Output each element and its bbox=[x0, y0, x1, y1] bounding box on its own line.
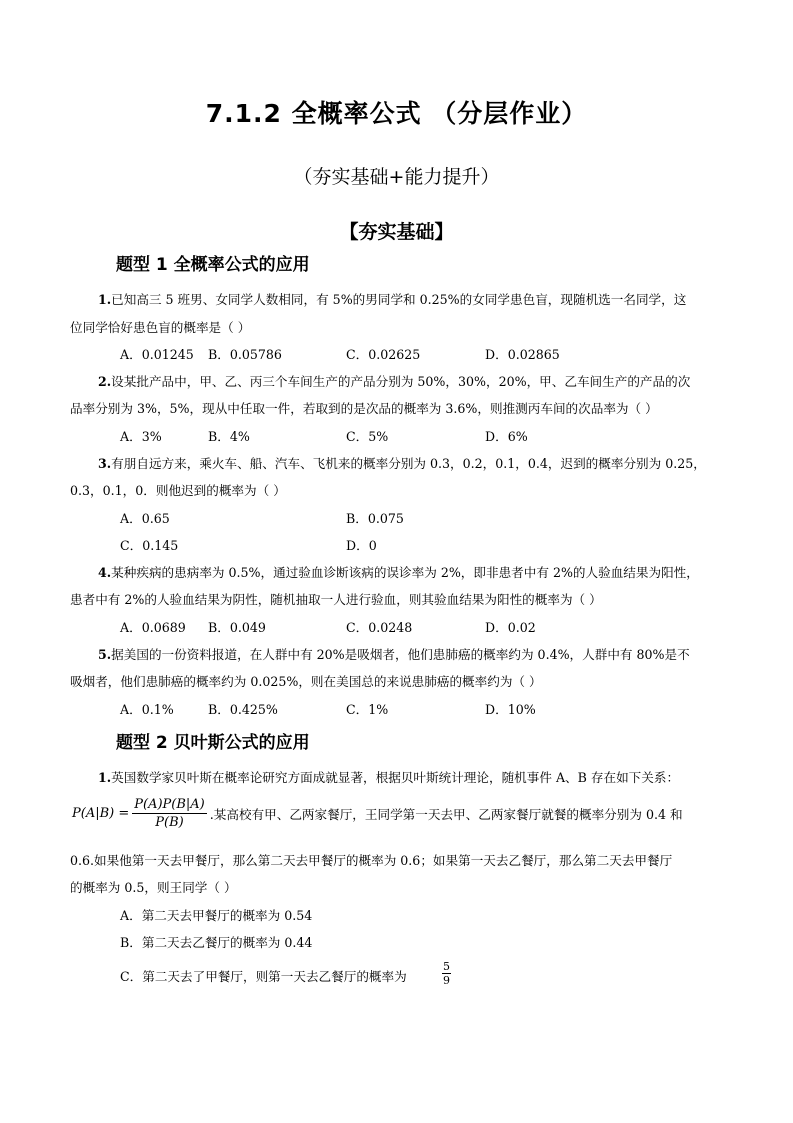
q3-number: 3. bbox=[98, 456, 112, 471]
option-c-numerator: 5 bbox=[443, 960, 450, 973]
formula-fraction bbox=[132, 797, 207, 830]
q5-line1 bbox=[98, 644, 690, 663]
bayes-option-c: C．第二天去了甲餐厅，则第一天去乙餐厅的概率为 bbox=[120, 969, 407, 984]
q2-line1 bbox=[98, 371, 690, 390]
q5-option-a: A．0.1% bbox=[120, 702, 174, 717]
bayes-q1-line1 bbox=[98, 767, 679, 786]
q1-option-c: C．0.02625 bbox=[346, 347, 421, 362]
bayes-formula bbox=[72, 797, 683, 830]
q3-line1 bbox=[98, 453, 706, 472]
bayes-option-a: A．第二天去甲餐厅的概率为 0.54 bbox=[120, 908, 313, 923]
q3-option-c: C．0.145 bbox=[120, 538, 179, 553]
q1-text: 已知高三 5 班男、女同学人数相同，有 5%的男同学和 0.25%的女同学患色盲，现随机选一名同学，这 bbox=[111, 292, 687, 307]
type1-heading: 题型 1 全概率公式的应用 bbox=[116, 255, 310, 275]
q3-option-d: D．0 bbox=[346, 538, 377, 553]
bayes-q1-line4: 的概率为 0.5，则王同学（ ） bbox=[70, 880, 237, 895]
formula-rest: .某高校有甲、乙两家餐厅，王同学第一天去甲、乙两家餐厅就餐的概率分别为 0.4 和 bbox=[209, 807, 683, 822]
q2-number: 2. bbox=[98, 374, 112, 389]
q1-option-b: B．0.05786 bbox=[208, 347, 282, 362]
q5-option-b: B．0.425% bbox=[208, 702, 278, 717]
formula-numerator: P(A)P(B|A) bbox=[134, 797, 205, 812]
q1-option-d: D．0.02865 bbox=[485, 347, 560, 362]
q5-number: 5. bbox=[98, 647, 112, 662]
q3-option-a: A．0.65 bbox=[120, 511, 170, 526]
q1-option-a: A．0.01245 bbox=[120, 347, 194, 362]
q5-option-c: C．1% bbox=[346, 702, 389, 717]
q2-line2: 品率分别为 3%，5%，现从中任取一件，若取到的是次品的概率为 3.6%，则推测丙车间的次品率为（ ） bbox=[70, 401, 658, 416]
q4-option-a: A．0.0689 bbox=[120, 620, 186, 635]
page-title: 7.1.2 全概率公式 （分层作业） bbox=[205, 99, 588, 128]
q4-option-c: C．0.0248 bbox=[346, 620, 413, 635]
q3-line2: 0.3，0.1，0．则他迟到的概率为（ ） bbox=[70, 483, 286, 498]
q2-option-d: D．6% bbox=[485, 429, 528, 444]
q4-option-b: B．0.049 bbox=[208, 620, 266, 635]
q3-option-b: B．0.075 bbox=[346, 511, 404, 526]
section-heading: 【夯实基础】 bbox=[339, 221, 454, 243]
q2-option-a: A．3% bbox=[120, 429, 162, 444]
bayes-q1-text: 英国数学家贝叶斯在概率论研究方面成就显著，根据贝叶斯统计理论，随机事件 A、B 存在如下关系： bbox=[111, 770, 680, 785]
formula-denominator: P(B) bbox=[155, 815, 184, 830]
page-subtitle: （夯实基础+能力提升） bbox=[293, 166, 500, 188]
q5-line2: 吸烟者，他们患肺癌的概率约为 0.025%，则在美国总的来说患肺癌的概率约为（ ） bbox=[70, 674, 542, 689]
q4-text: 某种疾病的患病率为 0.5%，通过验血诊断该病的误诊率为 2%，即非患者中有 2%的人验血结果为阳性， bbox=[111, 565, 699, 580]
q4-line1 bbox=[98, 562, 699, 581]
q3-text: 有朋自远方来，乘火车、船、汽车、飞机来的概率分别为 0.3，0.2，0.1，0.4，迟到的概率分别为 0.25， bbox=[111, 456, 706, 471]
type2-heading: 题型 2 贝叶斯公式的应用 bbox=[116, 733, 310, 753]
q5-option-d: D．10% bbox=[485, 702, 536, 717]
q2-option-c: C．5% bbox=[346, 429, 389, 444]
q2-option-b: B．4% bbox=[208, 429, 250, 444]
q4-number: 4. bbox=[98, 565, 112, 580]
bayes-option-b: B．第二天去乙餐厅的概率为 0.44 bbox=[120, 935, 313, 950]
option-c-denominator: 9 bbox=[443, 974, 450, 987]
q5-text: 据美国的一份资料报道，在人群中有 20%是吸烟者，他们患肺癌的概率约为 0.4%，人群中有 80%是不 bbox=[111, 647, 690, 662]
bayes-q1-number: 1. bbox=[98, 770, 112, 785]
q2-text: 设某批产品中，甲、乙、丙三个车间生产的产品分别为 50%，30%，20%，甲、乙车间生产的产品的次 bbox=[111, 374, 691, 389]
q1-number: 1. bbox=[98, 292, 112, 307]
q1-line1 bbox=[98, 289, 686, 308]
q4-line2: 患者中有 2%的人验血结果为阴性，随机抽取一人进行验血，则其验血结果为阳性的概率为（ ） bbox=[70, 592, 602, 607]
q4-option-d: D．0.02 bbox=[485, 620, 536, 635]
q1-line2: 位同学恰好患色盲的概率是（ ） bbox=[70, 320, 251, 335]
formula-lhs: P(A|B) = bbox=[72, 806, 130, 821]
bayes-q1-line3: 0.6.如果他第一天去甲餐厅，那么第二天去甲餐厅的概率为 0.6；如果第一天去乙餐厅，那么第二天去甲餐厅 bbox=[70, 853, 673, 868]
option-c-fraction bbox=[442, 960, 451, 987]
